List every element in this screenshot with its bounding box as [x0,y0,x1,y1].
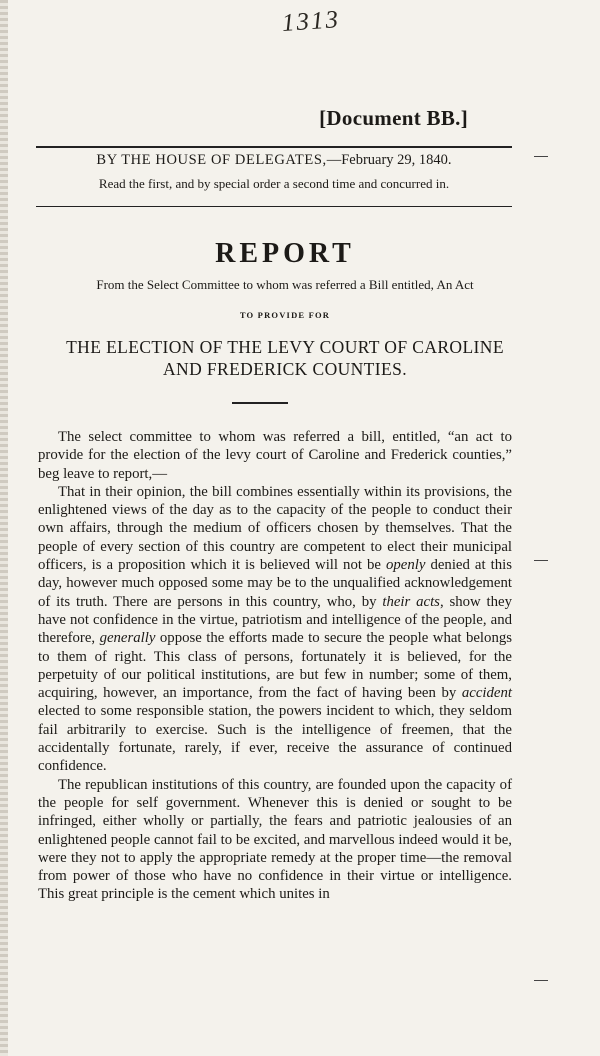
margin-mark [534,156,548,157]
emphasis-openly: openly [385,557,426,574]
paragraph-2: That in their opinion, the bill combines essentially within its provisions, the enlightened views of the day as to the capacity of the people to conduct their own affairs, through the medium of officers chosen by themselves. That the people of every section of this country are competent to elect their municipal officers, is a proposition which it is believed will not be openly denied at this day, however much opposed some may be to the unqualified acknowledgement of its truth. There are persons in this country, who, by their acts, show they have not confidence in the virtue, patriotism and intelligence of the people, and therefore, generally oppose the efforts made to secure the people what belongs to them of right. This class of persons, fortunately it is believed, for the perpetuity of our political institutions, are but few in number; some of them, acquiring, however, an importance, from the fact of having been by accident elected to some responsible station, the powers incident to which, they seldom fail arbitrarily to exercise. Such is the intelligence of freemen, that the accidentally fortunate, rarely, if ever, receive the assurance of continued confidence. [38,483,513,775]
handwritten-folio-number: 1313 [281,6,341,37]
header-rule-bottom [36,206,512,207]
header-rule-top [36,146,512,148]
binding-edge [0,0,8,1056]
report-body [38,428,512,904]
document-tag: [Document BB.] [319,106,468,130]
emphasis-generally: generally [99,630,156,647]
reading-note: Read the first, and by special order a second time and concurred in. [98,176,450,191]
paragraph-3: The republican institutions of this country, are founded upon the capacity of the people for self government. Whenever this is denied or sought to be infringed, either wholly or partially, the fears and patriotic jealousies of an enlightened people cannot fail to be excited, and marvellous indeed would it be, were they not to apply the appropriate remedy at the proper time—the removal from power of those who have no confidence in their virtue or intelligence. This great principle is the cement which unites in [38,776,512,903]
house-of-delegates-line [36,152,512,169]
header-date: —February 29, 1840. [326,152,452,168]
margin-mark [534,980,548,981]
report-heading: REPORT [215,238,355,269]
committee-line: From the Select Committee to whom was referred a Bill entitled, An Act [96,277,474,292]
house-name: BY THE HOUSE OF DELEGATES, [96,152,327,168]
bill-title-line-2: AND FREDERICK COUNTIES. [163,359,407,379]
to-provide-line: TO PROVIDE FOR [239,310,331,320]
margin-mark [534,560,548,561]
bill-title-line-1: THE ELECTION OF THE LEVY COURT OF CAROLINE [66,337,504,357]
paragraph-1: The select committee to whom was referred a bill, entitled, “an act to provide for the election of the levy court of Caroline and Frederick counties,” beg leave to report,— [38,429,512,482]
emphasis-accident: accident [461,685,512,702]
bill-title [0,336,570,380]
section-divider [232,402,288,404]
emphasis-their-acts: their acts [382,593,440,610]
